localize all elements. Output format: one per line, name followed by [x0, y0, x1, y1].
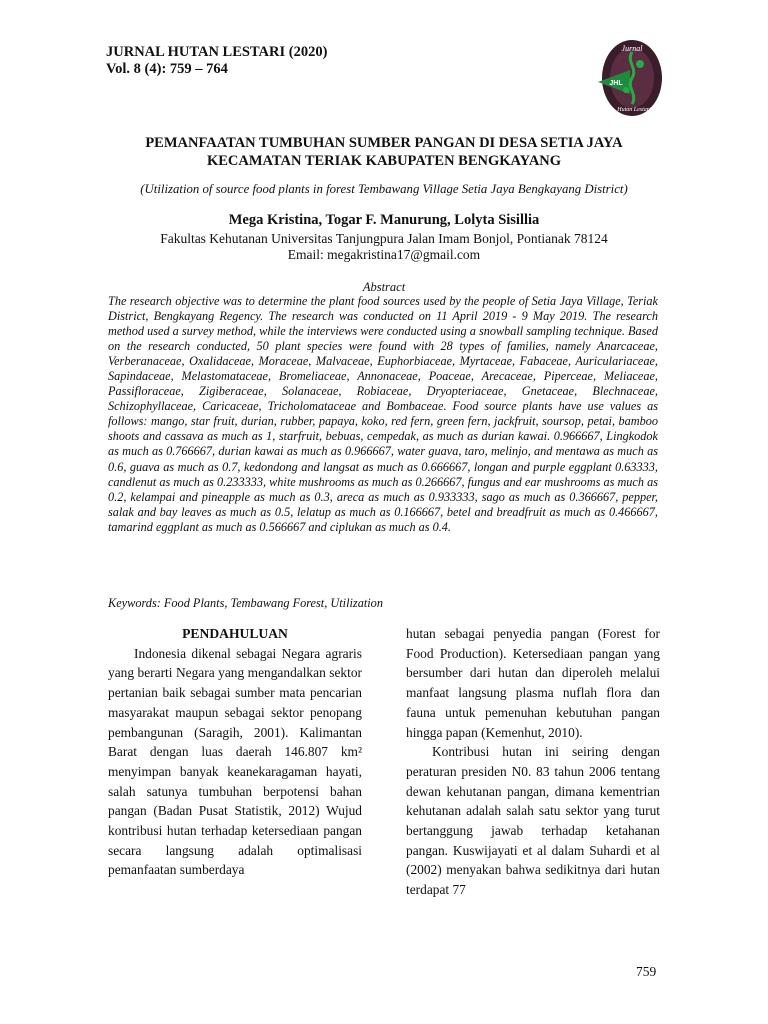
logo-text-bottom: Hutan Lestari [617, 107, 651, 113]
journal-header [106, 44, 327, 78]
paper-title-line2: KECAMATAN TERIAK KABUPATEN BENGKAYANG [206, 153, 562, 169]
paragraph: Kontribusi hutan ini seiring dengan peraturan presiden N0. 83 tahun 2006 tentang dewan kehutanan pangan, dimana kementrian kehutanan adalah salah satu sektor yang turut bertanggung jawab terhadap ketahanan pangan. Kuswijayati et al dalam Suhardi et al (2002) menyakan bahwa sedikitnya dari hutan terdapat 77 [406, 744, 660, 898]
email: Email: megakristina17@gmail.com [287, 247, 481, 262]
column-right [406, 624, 660, 900]
journal-logo-icon [596, 38, 664, 118]
paper-title [90, 134, 678, 170]
page-number: 759 [636, 964, 657, 979]
logo-text-mid: JHL [609, 80, 623, 87]
journal-name: JURNAL HUTAN LESTARI (2020) [106, 44, 328, 60]
paper-subtitle: (Utilization of source food plants in forest Tembawang Village Setia Jaya Bengkayang District) [140, 182, 628, 196]
logo-text-top: Jurnal [621, 44, 643, 53]
journal-logo [596, 38, 664, 118]
affiliation-block [90, 231, 678, 263]
paragraph: Indonesia dikenal sebagai Negara agraris yang berarti Negara yang mengandalkan sektor pertanian baik sebagai sumber mata pencarian masyarakat maupun sebagai sektor penopang pembangunan (Saragih, 2001). Kalimantan Barat dengan luas daerah 146.807 km² menyimpan banyak keanekaragaman hayati, salah satunya tumbuhan berpotensi bahan pangan (Badan Pusat Statistik, 2012) Wujud kontribusi hutan terhadap ketersediaan pangan secara langsung adalah optimalisasi pemanfaatan sumberdaya [108, 645, 362, 878]
abstract-body: The research objective was to determine the plant food sources used by the people of Setia Jaya Village, Teriak District, Bengkayang Regency. The research was conducted on 11 April 2019 - 9 May 2019. The research method used a survey method, while the interviews were conducted using a snowball sampling technique. Based on the research conducted, 50 plant species were found with 28 types of families, namely Anarcaceae, Verberanaceae, Oxalidaceae, Moraceae, Malvaceae, Euphorbiaceae, Myrtaceae, Fabaceae, Auriculariaceae, Sapindaceae, Melastomataceae, Bromeliaceae, Annonaceae, Poaceae, Arecaceae, Piperceae, Meliaceae, Passifloraceae, Zigiberaceae, Solanaceae, Robiaceae, Dryopteriaceae, Gnetaceae, Blechnaceae, Schizophyllaceae, Caricaceae, Tricholomataceae and Bombaceae. Food source plants have use values as follows: mango, star fruit, durian, rubber, papaya, koko, red fern, green fern, jackfruit, soursop, petai, bamboo shoots and cassava as much as 1, starfruit, bebuas, cempedak, as much as durian kawai. 0.966667, Lingkodok as much as 0.766667, durian kawai as much as 0.966667, water guava, taro, melinjo, and mentawa as much as 0.6, guava as much as 0.7, kedondong and langsat as much as 0.666667, longan and purple eggplant 0.63333, candlenut as much as 0.233333, white mushrooms as much as 0.266667, fungus and ear mushrooms as much as 0.2, kelampai and pineapple as much as 0.3, areca as much as 0.933333, sago as much as 0.366667, pepper, salak and bay leaves as much as 0.5, lelatup as much as 0.166667, betel and breadfruit as much as 0.466667, tamarind eggplant as much as 0.566667 and ciplukan as much as 0.4. [108, 294, 658, 534]
paper-title-line1: PEMANFAATAN TUMBUHAN SUMBER PANGAN DI DESA SETIA JAYA [145, 135, 623, 151]
section-heading: PENDAHULUAN [182, 626, 288, 641]
affiliation: Fakultas Kehutanan Universitas Tanjungpura Jalan Imam Bonjol, Pontianak 78124 [160, 231, 608, 246]
journal-volume: Vol. 8 (4): 759 – 764 [106, 61, 228, 77]
paragraph-continued: hutan sebagai penyedia pangan (Forest for Food Production). Ketersediaan pangan yang bersumber dari hutan dan diperoleh melalui manfaat langsung plasma nuflah flora dan fauna untuk pemenuhan kebutuhan pangan hingga papan (Kemenhut, 2010). [406, 626, 660, 740]
keywords: Keywords: Food Plants, Tembawang Forest, Utilization [108, 596, 383, 610]
authors: Mega Kristina, Togar F. Manurung, Lolyta Sisillia [228, 212, 540, 228]
abstract-heading: Abstract [362, 280, 406, 294]
column-left [108, 624, 362, 880]
